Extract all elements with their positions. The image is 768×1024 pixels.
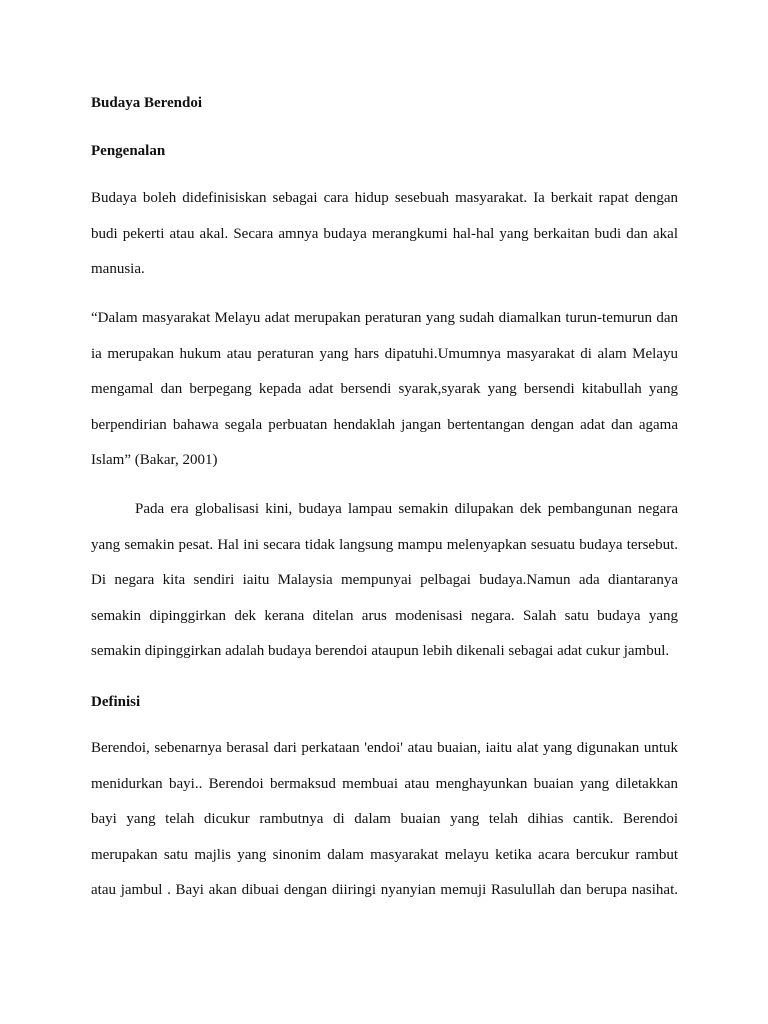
paragraph-line: bayi yang telah dicukur rambutnya di dalam buaian yang telah dihias cantik. Berendoi (91, 811, 678, 827)
paragraph-line: yang semakin pesat. Hal ini secara tidak langsung mampu melenyapkan sesuatu budaya tersebut. (91, 536, 678, 553)
paragraph-line: budi pekerti atau akal. Secara amnya budaya merangkumi hal-hal yang berkaitan budi dan akal (91, 225, 678, 242)
paragraph-line: semakin dipinggirkan adalah budaya berendoi ataupun lebih dikenali sebagai adat cukur jambul. (91, 643, 670, 659)
paragraph-line: Islam” (Bakar, 2001) (91, 452, 218, 468)
document-title: Budaya Berendoi (91, 95, 202, 111)
paragraph-line: manusia. (91, 261, 145, 277)
paragraph-pengenalan-1 (91, 181, 678, 288)
paragraph-line: ia merupakan hukum atau peraturan yang hars dipatuhi.Umumnya masyarakat di alam Melayu (91, 345, 678, 362)
paragraph-line: Pada era globalisasi kini, budaya lampau semakin dilupakan dek pembangunan negara (135, 501, 678, 517)
paragraph-line: merupakan satu majlis yang sinonim dalam masyarakat melayu ketika acara bercukur rambut (91, 846, 678, 863)
paragraph-line: Budaya boleh didefinisiskan sebagai cara hidup sesebuah masyarakat. Ia berkait rapat dengan (91, 190, 678, 206)
paragraph-line: “Dalam masyarakat Melayu adat merupakan peraturan yang sudah diamalkan turun-temurun dan (91, 310, 678, 326)
paragraph-line: atau jambul . Bayi akan dibuai dengan diiringi nyanyian memuji Rasulullah dan berupa nasihat. (91, 882, 678, 898)
paragraph-line: berpendirian bahawa segala perbuatan hendaklah jangan bertentangan dengan adat dan agama (91, 416, 678, 433)
paragraph-definisi (91, 731, 678, 909)
section-heading-pengenalan: Pengenalan (91, 143, 166, 159)
paragraph-line: Berendoi, sebenarnya berasal dari perkataan 'endoi' atau buaian, iaitu alat yang digunakan untuk (91, 740, 678, 756)
paragraph-quote (91, 301, 678, 479)
paragraph-globalisasi (91, 492, 678, 670)
section-heading-definisi: Definisi (91, 694, 141, 710)
paragraph-line: Di negara kita sendiri iaitu Malaysia mempunyai pelbagai budaya.Namun ada diantaranya (91, 572, 678, 588)
paragraph-line: mengamal dan berpegang kepada adat bersendi syarak,syarak yang bersendi kitabullah yang (91, 381, 678, 397)
paragraph-line: menidurkan bayi.. Berendoi bermaksud membuai atau menghayunkan buaian yang diletakkan (91, 775, 678, 792)
paragraph-line: semakin dipinggirkan dek kerana ditelan arus modenisasi negara. Salah satu budaya yang (91, 607, 678, 624)
